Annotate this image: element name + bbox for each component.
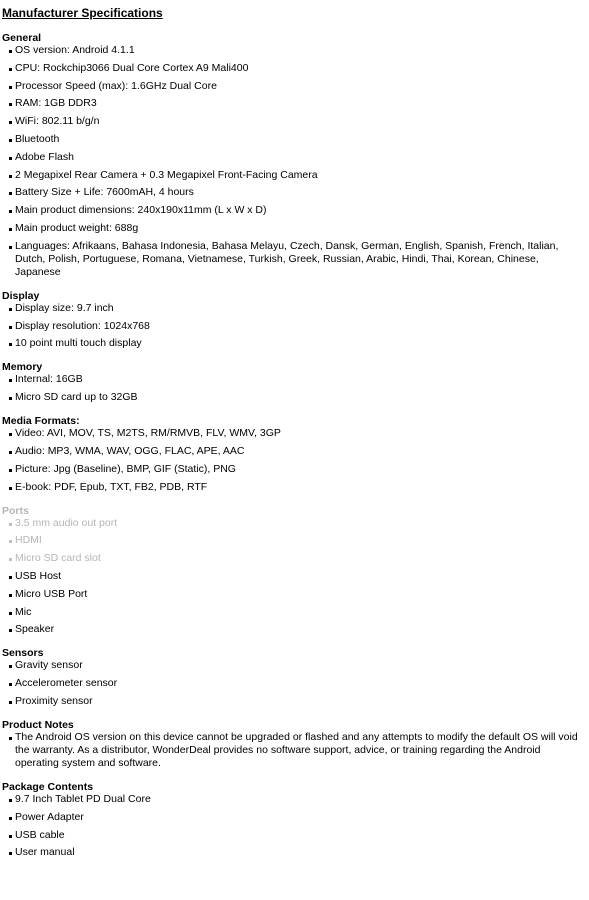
list-item-text: Micro SD card up to 32GB bbox=[15, 391, 138, 404]
list-item-text: Display resolution: 1024x768 bbox=[15, 319, 150, 332]
section-list bbox=[2, 659, 585, 708]
section-heading: Package Contents bbox=[2, 780, 94, 793]
list-item bbox=[2, 588, 585, 601]
list-item bbox=[2, 793, 585, 806]
bullet-icon bbox=[9, 175, 12, 178]
list-item bbox=[2, 320, 585, 333]
bullet-icon bbox=[9, 246, 12, 249]
list-item bbox=[2, 517, 585, 530]
list-item-text: Languages: Afrikaans, Bahasa Indonesia, Bahasa Melayu, Czech, Dansk, German, English, Spanish, French, Italian, Dutch, Polish, Portuguese, Romana, Vietnamese, Turkish, Greek, Russian, Arabic, Hindi, Thai, Korean, Chinese, Japanese bbox=[15, 239, 559, 278]
section-package-contents bbox=[2, 781, 585, 859]
list-item bbox=[2, 481, 585, 494]
list-item bbox=[2, 606, 585, 619]
list-item-text: Gravity sensor bbox=[15, 659, 83, 672]
bullet-icon bbox=[9, 523, 12, 526]
list-item-text: E-book: PDF, Epub, TXT, FB2, PDB, RTF bbox=[15, 480, 208, 493]
list-item bbox=[2, 133, 585, 146]
bullet-icon bbox=[9, 665, 12, 668]
list-item bbox=[2, 463, 585, 476]
section-list bbox=[2, 373, 585, 404]
spec-sections bbox=[2, 32, 585, 859]
list-item-text: RAM: 1GB DDR3 bbox=[15, 97, 97, 110]
bullet-icon bbox=[9, 701, 12, 704]
list-item-text: WiFi: 802.11 b/g/n bbox=[15, 115, 100, 128]
bullet-icon bbox=[9, 683, 12, 686]
bullet-icon bbox=[9, 228, 12, 231]
list-item bbox=[2, 80, 585, 93]
page-title: Manufacturer Specifications bbox=[2, 6, 163, 20]
list-item-text: Mic bbox=[15, 605, 32, 618]
bullet-icon bbox=[9, 594, 12, 597]
bullet-icon bbox=[9, 210, 12, 213]
list-item bbox=[2, 534, 585, 547]
bullet-icon bbox=[9, 817, 12, 820]
list-item bbox=[2, 695, 585, 708]
bullet-icon bbox=[9, 86, 12, 89]
list-item-text: HDMI bbox=[15, 534, 42, 547]
section-general bbox=[2, 32, 585, 279]
bullet-icon bbox=[9, 540, 12, 543]
list-item-text: Speaker bbox=[15, 623, 55, 636]
bullet-icon bbox=[9, 68, 12, 71]
bullet-icon bbox=[9, 326, 12, 329]
list-item bbox=[2, 570, 585, 583]
section-display bbox=[2, 290, 585, 351]
bullet-icon bbox=[9, 799, 12, 802]
list-item-text: Video: AVI, MOV, TS, M2TS, RM/RMVB, FLV, WMV, 3GP bbox=[15, 427, 281, 440]
section-heading: Product Notes bbox=[2, 718, 74, 731]
list-item bbox=[2, 62, 585, 75]
list-item bbox=[2, 677, 585, 690]
list-item bbox=[2, 373, 585, 386]
bullet-icon bbox=[9, 433, 12, 436]
list-item-text: 9.7 Inch Tablet PD Dual Core bbox=[15, 792, 151, 805]
list-item-text: 2 Megapixel Rear Camera + 0.3 Megapixel Front-Facing Camera bbox=[15, 168, 318, 181]
list-item bbox=[2, 427, 585, 440]
section-heading: Sensors bbox=[2, 647, 44, 660]
list-item bbox=[2, 302, 585, 315]
list-item-text: User manual bbox=[15, 846, 75, 859]
bullet-icon bbox=[9, 192, 12, 195]
list-item bbox=[2, 186, 585, 199]
list-item bbox=[2, 445, 585, 458]
section-product-notes bbox=[2, 719, 585, 770]
bullet-icon bbox=[9, 308, 12, 311]
section-list bbox=[2, 793, 585, 859]
list-item-text: Main product dimensions: 240x190x11mm (L x W x D) bbox=[15, 204, 267, 217]
list-item-text: Micro SD card slot bbox=[15, 552, 101, 565]
list-item bbox=[2, 240, 585, 279]
list-item-text: Power Adapter bbox=[15, 810, 84, 823]
list-item-text: Adobe Flash bbox=[15, 150, 74, 163]
list-item bbox=[2, 151, 585, 164]
list-item-text: Battery Size + Life: 7600mAH, 4 hours bbox=[15, 186, 194, 199]
bullet-icon bbox=[9, 139, 12, 142]
list-item-text: Micro USB Port bbox=[15, 587, 88, 600]
list-item-text: Main product weight: 688g bbox=[15, 221, 139, 234]
list-item-text: Picture: Jpg (Baseline), BMP, GIF (Static), PNG bbox=[15, 462, 236, 475]
section-heading: Memory bbox=[2, 361, 43, 374]
list-item bbox=[2, 659, 585, 672]
section-heading: Ports bbox=[2, 504, 29, 517]
section-list bbox=[2, 517, 585, 637]
list-item bbox=[2, 169, 585, 182]
section-sensors bbox=[2, 647, 585, 708]
section-list bbox=[2, 731, 585, 770]
bullet-icon bbox=[9, 379, 12, 382]
bullet-icon bbox=[9, 451, 12, 454]
bullet-icon bbox=[9, 469, 12, 472]
list-item-text: OS version: Android 4.1.1 bbox=[15, 44, 135, 56]
bullet-icon bbox=[9, 103, 12, 106]
list-item bbox=[2, 731, 585, 770]
bullet-icon bbox=[9, 629, 12, 632]
bullet-icon bbox=[9, 558, 12, 561]
list-item-text: 10 point multi touch display bbox=[15, 337, 142, 350]
bullet-icon bbox=[9, 50, 12, 53]
list-item-text: CPU: Rockchip3066 Dual Core Cortex A9 Mali400 bbox=[15, 61, 249, 74]
list-item bbox=[2, 222, 585, 235]
section-media-formats bbox=[2, 415, 585, 493]
list-item-text: Proximity sensor bbox=[15, 694, 93, 707]
bullet-icon bbox=[9, 121, 12, 124]
list-item-text: The Android OS version on this device cannot be upgraded or flashed and any attempts to modify the default OS will void the warranty. As a distributor, WonderDeal provides no software support, advice, or training regarding the Android operating system and software. bbox=[15, 730, 578, 769]
list-item-text: Processor Speed (max): 1.6GHz Dual Core bbox=[15, 79, 217, 92]
section-heading: Media Formats: bbox=[2, 415, 80, 428]
section-list bbox=[2, 302, 585, 351]
bullet-icon bbox=[9, 397, 12, 400]
bullet-icon bbox=[9, 487, 12, 490]
bullet-icon bbox=[9, 852, 12, 855]
list-item-text: 3.5 mm audio out port bbox=[15, 516, 118, 529]
list-item-text: Bluetooth bbox=[15, 132, 60, 145]
bullet-icon bbox=[9, 737, 12, 740]
list-item-text: USB cable bbox=[15, 828, 65, 841]
section-ports bbox=[2, 505, 585, 637]
section-memory bbox=[2, 361, 585, 404]
list-item bbox=[2, 204, 585, 217]
list-item bbox=[2, 846, 585, 859]
list-item bbox=[2, 623, 585, 636]
list-item-text: Display size: 9.7 inch bbox=[15, 301, 114, 314]
section-list bbox=[2, 44, 585, 279]
list-item bbox=[2, 97, 585, 110]
list-item bbox=[2, 829, 585, 842]
section-list bbox=[2, 427, 585, 493]
bullet-icon bbox=[9, 612, 12, 615]
bullet-icon bbox=[9, 835, 12, 838]
bullet-icon bbox=[9, 576, 12, 579]
section-heading: Display bbox=[2, 289, 40, 302]
section-heading: General bbox=[2, 32, 42, 44]
list-item-text: Accelerometer sensor bbox=[15, 677, 118, 690]
list-item bbox=[2, 811, 585, 824]
list-item-text: USB Host bbox=[15, 569, 62, 582]
list-item bbox=[2, 391, 585, 404]
list-item bbox=[2, 44, 585, 57]
list-item bbox=[2, 552, 585, 565]
bullet-icon bbox=[9, 343, 12, 346]
list-item-text: Audio: MP3, WMA, WAV, OGG, FLAC, APE, AAC bbox=[15, 444, 245, 457]
bullet-icon bbox=[9, 157, 12, 160]
list-item-text: Internal: 16GB bbox=[15, 373, 83, 386]
list-item bbox=[2, 337, 585, 350]
list-item bbox=[2, 115, 585, 128]
